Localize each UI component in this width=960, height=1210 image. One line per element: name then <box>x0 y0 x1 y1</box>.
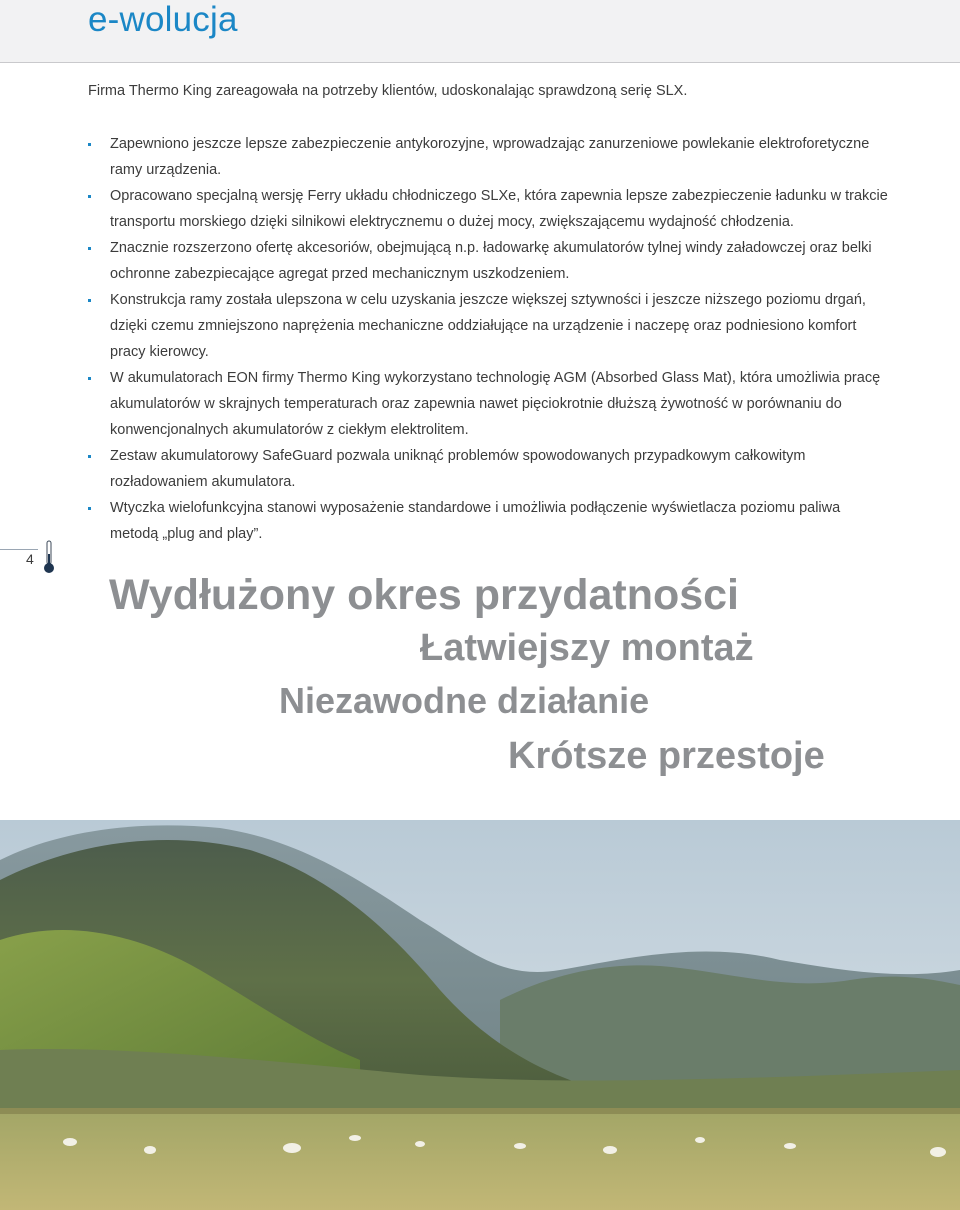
page-number-rule <box>0 549 38 550</box>
feature-item <box>88 235 888 287</box>
feature-item <box>88 287 888 365</box>
slogan-reliable-operation: Niezawodne działanie <box>279 680 650 721</box>
bullet-icon <box>88 143 91 146</box>
header-divider <box>0 62 960 63</box>
feature-text: W akumulatorach EON firmy Thermo King wykorzystano technologię AGM (Absorbed Glass Mat), która umożliwia pracę akumulatorów w skrajnych temperaturach oraz zapewnia nawet pięciokrotnie dłuższą żywotność w porównaniu do konwencjonalnych akumulatorów z ciekłym elektrolitem. <box>110 370 881 438</box>
bullet-icon <box>88 299 91 302</box>
page-number: 4 <box>26 551 34 567</box>
bullet-icon <box>88 195 91 198</box>
feature-text: Opracowano specjalną wersję Ferry układu chłodniczego SLXe, która zapewnia lepsze zabezpieczenie ładunku w trakcie transportu morskiego dzięki silnikowi elektrycznemu o dużej mocy, zwiększającemu wydajność chłodzenia. <box>110 188 888 230</box>
bullet-icon <box>88 507 91 510</box>
thermometer-icon <box>42 540 56 574</box>
feature-list <box>88 131 888 547</box>
feature-item <box>88 183 888 235</box>
section-title: e-wolucja <box>88 0 238 39</box>
landscape-photo <box>0 820 960 1210</box>
feature-text: Zestaw akumulatorowy SafeGuard pozwala uniknąć problemów spowodowanych przypadkowym całkowitym rozładowaniem akumulatora. <box>110 448 806 490</box>
slogan-shorter-downtime: Krótsze przestoje <box>508 735 825 777</box>
bullet-icon <box>88 455 91 458</box>
slogan-shelf-life: Wydłużony okres przydatności <box>109 571 740 619</box>
intro-paragraph: Firma Thermo King zareagowała na potrzeby klientów, udoskonalając sprawdzoną serię SLX. <box>88 83 688 99</box>
bullet-icon <box>88 377 91 380</box>
bullet-icon <box>88 247 91 250</box>
feature-item <box>88 443 888 495</box>
feature-item <box>88 131 888 183</box>
feature-text: Konstrukcja ramy została ulepszona w celu uzyskania jeszcze większej sztywności i jeszcze niższego poziomu drgań, dzięki czemu zmniejszono naprężenia mechaniczne oddziałujące na urządzenie i naczepę oraz podniesiono komfort pracy kierowcy. <box>110 292 866 360</box>
feature-item <box>88 495 888 547</box>
feature-item <box>88 365 888 443</box>
slogan-easier-installation: Łatwiejszy montaż <box>420 627 754 669</box>
feature-text: Wtyczka wielofunkcyjna stanowi wyposażenie standardowe i umożliwia podłączenie wyświetlacza poziomu paliwa metodą „plug and play”. <box>110 500 841 542</box>
feature-text: Zapewniono jeszcze lepsze zabezpieczenie antykorozyjne, wprowadzając zanurzeniowe powlekanie elektroforetyczne ramy urządzenia. <box>110 136 870 178</box>
feature-text: Znacznie rozszerzono ofertę akcesoriów, obejmującą n.p. ładowarkę akumulatorów tylnej windy załadowczej oraz belki ochronne zabezpiecające agregat przed mechanicznym uszkodzeniem. <box>110 240 872 282</box>
